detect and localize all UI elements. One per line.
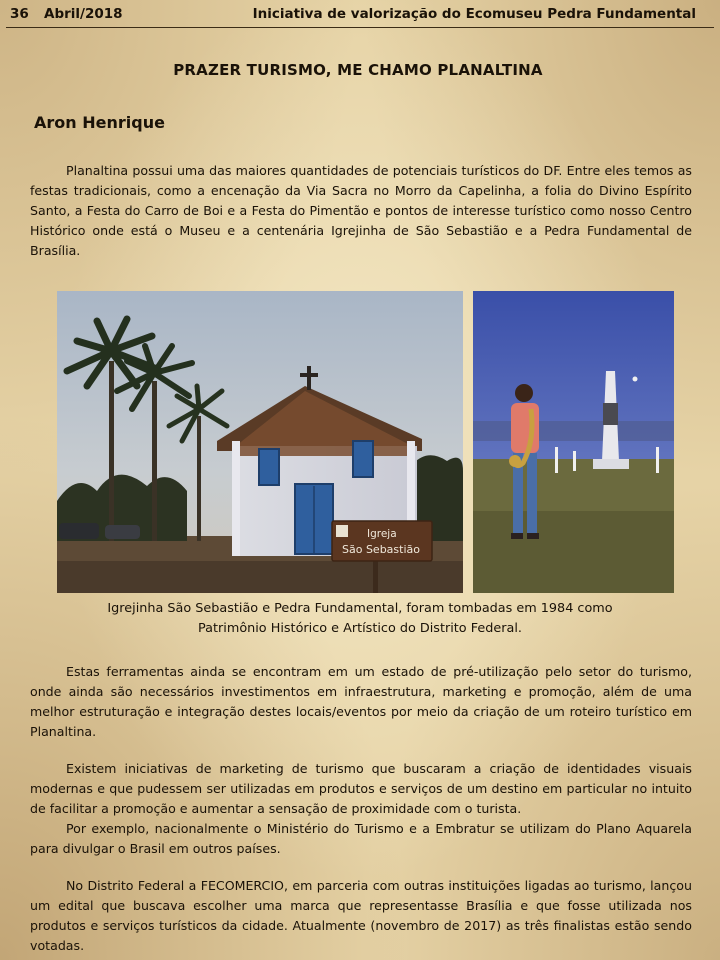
publication-title: Iniciativa de valorização do Ecomuseu Pedra Fundamental xyxy=(252,6,696,22)
paragraph-intro xyxy=(30,161,692,261)
monument-photo xyxy=(473,291,674,593)
paragraph-4-text: Por exemplo, nacionalmente o Ministério do Turismo e a Embratur se utilizam do Plano Aquarela para divulgar o Brasil em outros países. xyxy=(30,821,692,856)
paragraph-3-text: Existem iniciativas de marketing de turismo que buscaram a criação de identidades visuais modernas e que pudessem ser utilizadas em produtos e serviços de um destino em particular no intuito de facilitar a promoção e aumentar a sensação de proximidade com o turista. xyxy=(30,761,692,816)
paragraph-5 xyxy=(30,876,692,956)
article-title: PRAZER TURISMO, ME CHAMO PLANALTINA xyxy=(173,61,543,79)
photo-caption-line2: Patrimônio Histórico e Artístico do Distrito Federal. xyxy=(198,621,522,636)
photo-caption-line1: Igrejinha São Sebastião e Pedra Fundamental, foram tombadas em 1984 como xyxy=(107,601,613,616)
church-sign-line1: Igreja xyxy=(367,528,397,540)
article-author: Aron Henrique xyxy=(34,113,165,132)
church-photo xyxy=(57,291,463,593)
church-sign-line2: São Sebastião xyxy=(342,543,420,556)
header-divider xyxy=(6,27,714,28)
paragraph-2 xyxy=(30,662,692,742)
photo-caption xyxy=(60,599,660,639)
paragraph-5-text: No Distrito Federal a FECOMERCIO, em parceria com outras instituições ligadas ao turismo, lançou um edital que buscava escolher uma marca que representasse Brasília e que fosse utilizada nos produtos e serviços turísticos da cidade. Atualmente (novembro de 2017) as três finalistas estão sendo votadas. xyxy=(30,878,692,953)
paragraph-2-text: Estas ferramentas ainda se encontram em um estado de pré-utilização pelo setor do turismo, onde ainda são necessários investimentos em infraestrutura, marketing e promoção, além de uma melhor estruturação e integração destes locais/eventos por meio da criação de um roteiro turístico em Planaltina. xyxy=(30,664,692,739)
issue-date: Abril/2018 xyxy=(44,6,123,22)
paragraph-3 xyxy=(30,759,692,819)
page-header xyxy=(0,4,720,26)
paragraph-intro-text: Planaltina possui uma das maiores quantidades de potenciais turísticos do DF. Entre eles temos as festas tradicionais, como a encenação da Via Sacra no Morro da Capelinha, a folia do Divino Espírito Santo, a Festa do Carro de Boi e a Festa do Pimentão e pontos de interesse turístico como nosso Centro Histórico onde está o Museu e a centenária Igrejinha de São Sebastião e a Pedra Fundamental de Brasília. xyxy=(30,163,692,258)
page-number: 36 xyxy=(10,6,29,22)
paragraph-4 xyxy=(30,819,692,859)
